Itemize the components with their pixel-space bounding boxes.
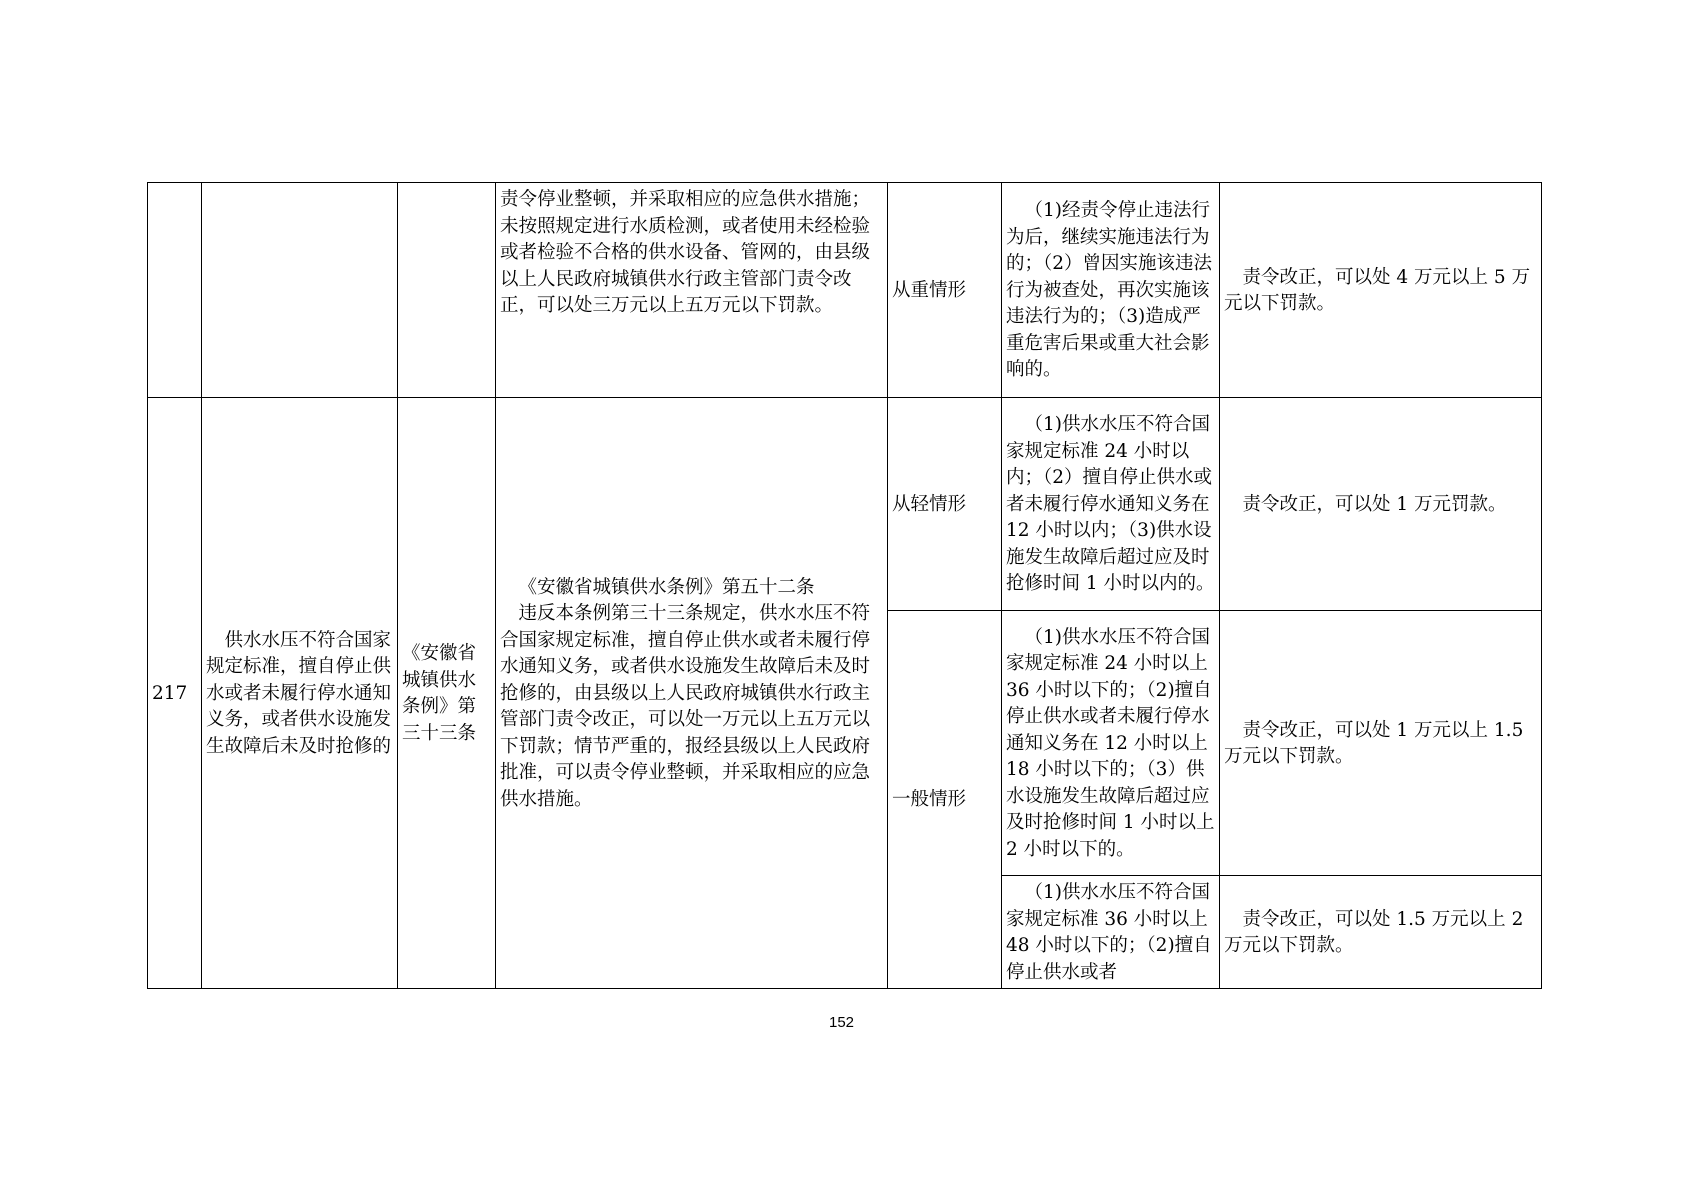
penalty-cell xyxy=(1220,876,1542,989)
circumstance-cell: 从轻情形 xyxy=(888,398,1002,611)
penalty-standard-table-wrapper xyxy=(147,182,1542,989)
condition-text: （1)供水水压不符合国家规定标准 36 小时以上 48 小时以下的；（2)擅自停止供水或者 xyxy=(1006,882,1212,983)
law-cell xyxy=(398,183,496,398)
violation-cell xyxy=(202,183,398,398)
penalty-standard-table xyxy=(147,182,1542,989)
circumstance-cell: 从重情形 xyxy=(888,183,1002,398)
condition-cell xyxy=(1002,398,1220,611)
basis-cell: 责令停业整顿，并采取相应的应急供水措施；未按照规定进行水质检测，或者使用未经检验或者检验不合格的供水设备、管网的，由县级以上人民政府城镇供水行政主管部门责令改正，可以处三万元以上五万元以下罚款。 xyxy=(496,183,888,398)
penalty-text: 责令改正，可以处 1 万元以上 1.5 万元以下罚款。 xyxy=(1224,719,1524,767)
condition-cell xyxy=(1002,611,1220,876)
condition-cell xyxy=(1002,876,1220,989)
violation-text: 供水水压不符合国家规定标准，擅自停止供水或者未履行停水通知义务，或者供水设施发生故障后未及时抢修的 xyxy=(206,629,392,757)
condition-text: （1)经责令停止违法行为后，继续实施违法行为的；（2）曾因实施该违法行为被查处，再次实施该违法行为的；（3)造成严重危害后果或重大社会影响的。 xyxy=(1006,200,1213,381)
condition-cell xyxy=(1002,183,1220,398)
basis-body: 违反本条例第三十三条规定，供水水压不符合国家规定标准，擅自停止供水或者未履行停水通知义务，或者供水设施发生故障后未及时抢修的，由县级以上人民政府城镇供水行政主管部门责令改正，可以处一万元以上五万元以下罚款；情节严重的，报经县级以上人民政府批准，可以责令停业整顿，并采取相应的应急供水措施。 xyxy=(500,603,871,810)
penalty-cell xyxy=(1220,398,1542,611)
penalty-cell xyxy=(1220,183,1542,398)
condition-text: （1)供水水压不符合国家规定标准 24 小时以内；（2）擅自停止供水或者未履行停水通知义务在 12 小时以内；（3)供水设施发生故障后超过应及时抢修时间 1 小时以内的。 xyxy=(1006,414,1215,595)
table-row xyxy=(148,398,1542,611)
penalty-text: 责令改正，可以处 4 万元以上 5 万元以下罚款。 xyxy=(1224,266,1531,314)
violation-cell xyxy=(202,398,398,989)
basis-title: 《安徽省城镇供水条例》第五十二条 xyxy=(518,576,815,598)
penalty-text: 责令改正，可以处 1 万元罚款。 xyxy=(1242,493,1507,515)
circumstance-cell: 一般情形 xyxy=(888,611,1002,989)
penalty-text: 责令改正，可以处 1.5 万元以上 2 万元以下罚款。 xyxy=(1224,908,1524,956)
penalty-cell xyxy=(1220,611,1542,876)
basis-cell xyxy=(496,398,888,989)
condition-text: （1)供水水压不符合国家规定标准 24 小时以上 36 小时以下的；（2)擅自停止供水或者未履行停水通知义务在 12 小时以上 18 小时以下的；（3）供水设施发生故障后超过应及时抢修时间 1 小时以上 2 小时以下的。 xyxy=(1006,626,1215,860)
number-cell xyxy=(148,183,202,398)
table-row xyxy=(148,183,1542,398)
law-cell: 《安徽省城镇供水条例》第三十三条 xyxy=(398,398,496,989)
number-cell: 217 xyxy=(148,398,202,989)
page-number: 152 xyxy=(828,1014,855,1031)
